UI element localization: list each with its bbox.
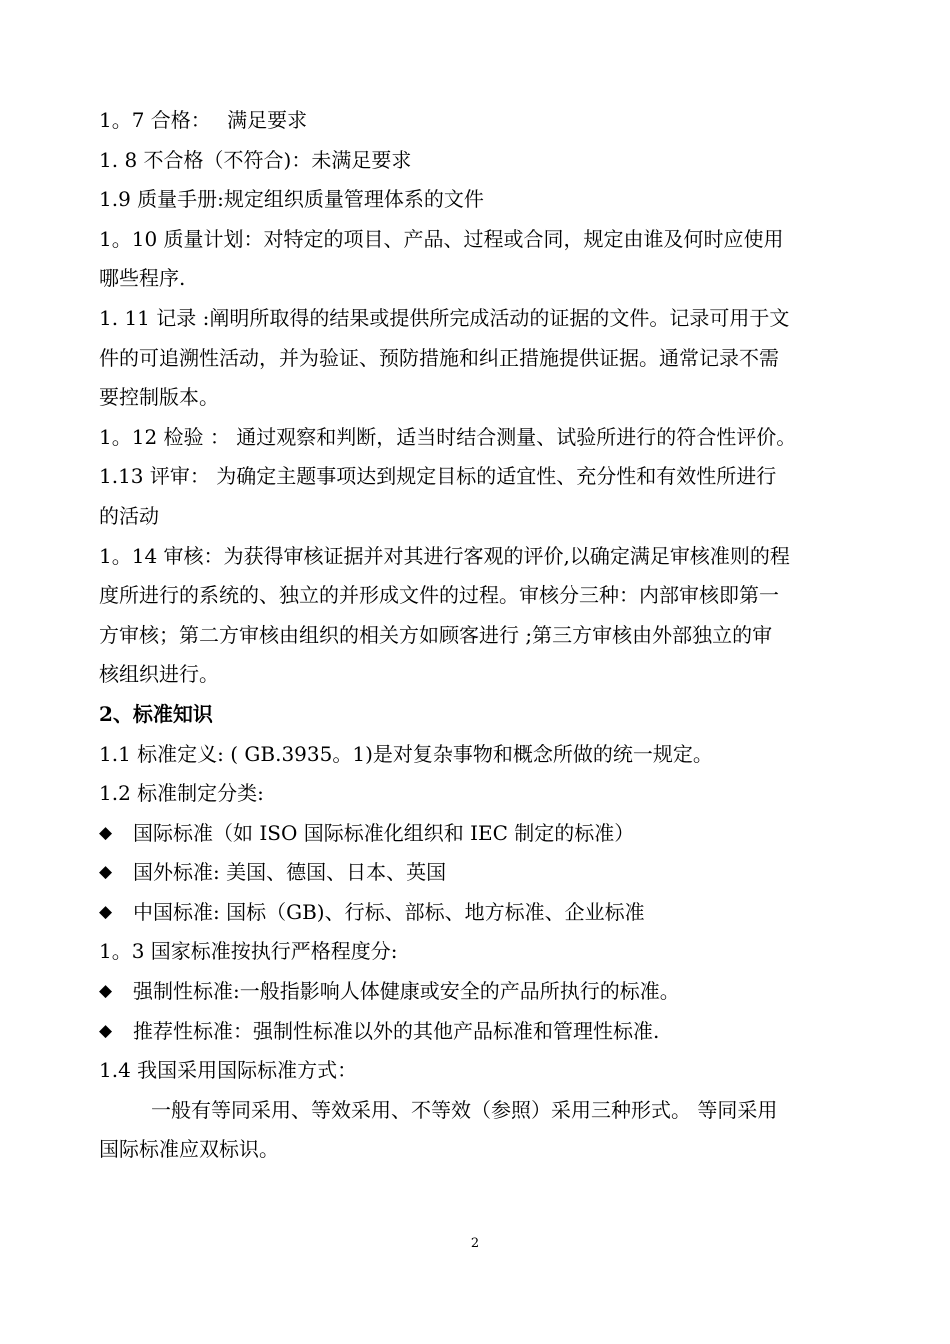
section-heading: 2、标准知识 — [99, 701, 213, 726]
bullet-item — [99, 1012, 869, 1052]
page-number: 2 — [470, 1236, 480, 1251]
text-line: 1.4 我国采用国际标准方式： — [99, 1058, 358, 1083]
text-line: 的活动 — [99, 503, 159, 528]
text-line: 1。7 合格： 满足要求 — [99, 108, 308, 132]
text-line: 1. 11 记录 :阐明所取得的结果或提供所完成活动的证据的文件。记录可用于文 — [99, 305, 790, 330]
bullet-text: 推荐性标准：强制性标准以外的其他产品标准和管理性标准. — [133, 1018, 660, 1043]
diamond-bullet-icon: ◆ — [99, 1020, 113, 1041]
diamond-bullet-icon: ◆ — [99, 901, 113, 922]
text-line: 核组织进行。 — [99, 662, 219, 687]
bullet-text: 强制性标准:一般指影响人体健康或安全的产品所执行的标准。 — [133, 979, 680, 1004]
text-line: 1。3 国家标准按执行严格程度分: — [99, 939, 398, 964]
text-line: 要控制版本。 — [99, 385, 219, 410]
text-line: 1。14 审核：为获得审核证据并对其进行客观的评价,以确定满足审核准则的程 — [99, 543, 790, 568]
diamond-bullet-icon: ◆ — [99, 981, 113, 1002]
bullet-text: 国外标准: 美国、德国、日本、英国 — [133, 860, 447, 885]
indented-paragraph-line: 一般有等同采用、等效采用、不等效（参照）采用三种形式。 等同采用 — [151, 1097, 778, 1122]
text-line: 1。10 质量计划：对特定的项目、产品、过程或合同，规定由谁及何时应使用 — [99, 226, 784, 251]
text-line: 方审核；第二方审核由组织的相关方如顾客进行 ;第三方审核由外部独立的审 — [99, 622, 773, 647]
text-line: 件的可追溯性活动，并为验证、预防措施和纠正措施提供证据。通常记录不需 — [99, 345, 779, 370]
text-line: 1。12 检验 ： 通过观察和判断，适当时结合测量、试验所进行的符合性评价。 — [99, 424, 797, 449]
text-line: 国际标准应双标识。 — [99, 1137, 279, 1162]
text-line: 1.1 标准定义: ( GB.3935。1)是对复杂事物和概念所做的统一规定。 — [99, 741, 713, 766]
text-line: 1.13 评审： 为确定主题事项达到规定目标的适宜性、充分性和有效性所进行 — [99, 464, 777, 489]
bullet-item — [99, 972, 869, 1012]
text-line: 哪些程序. — [99, 266, 186, 291]
bullet-text: 国际标准（如 ISO 国际标准化组织和 IEC 制定的标准） — [133, 820, 635, 845]
text-line: 1. 8 不合格（不符合)：未满足要求 — [99, 147, 412, 172]
text-line: 度所进行的系统的、独立的并形成文件的过程。审核分三种：内部审核即第一 — [99, 583, 779, 608]
document-body — [99, 101, 869, 1170]
bullet-item — [99, 893, 869, 933]
diamond-bullet-icon: ◆ — [99, 822, 113, 843]
text-line: 1.9 质量手册:规定组织质量管理体系的文件 — [99, 187, 484, 212]
diamond-bullet-icon: ◆ — [99, 862, 113, 883]
bullet-item — [99, 814, 869, 854]
text-line: 1.2 标准制定分类: — [99, 781, 264, 806]
bullet-text: 中国标准: 国标（GB)、行标、部标、地方标准、企业标准 — [133, 899, 645, 924]
bullet-item — [99, 853, 869, 893]
